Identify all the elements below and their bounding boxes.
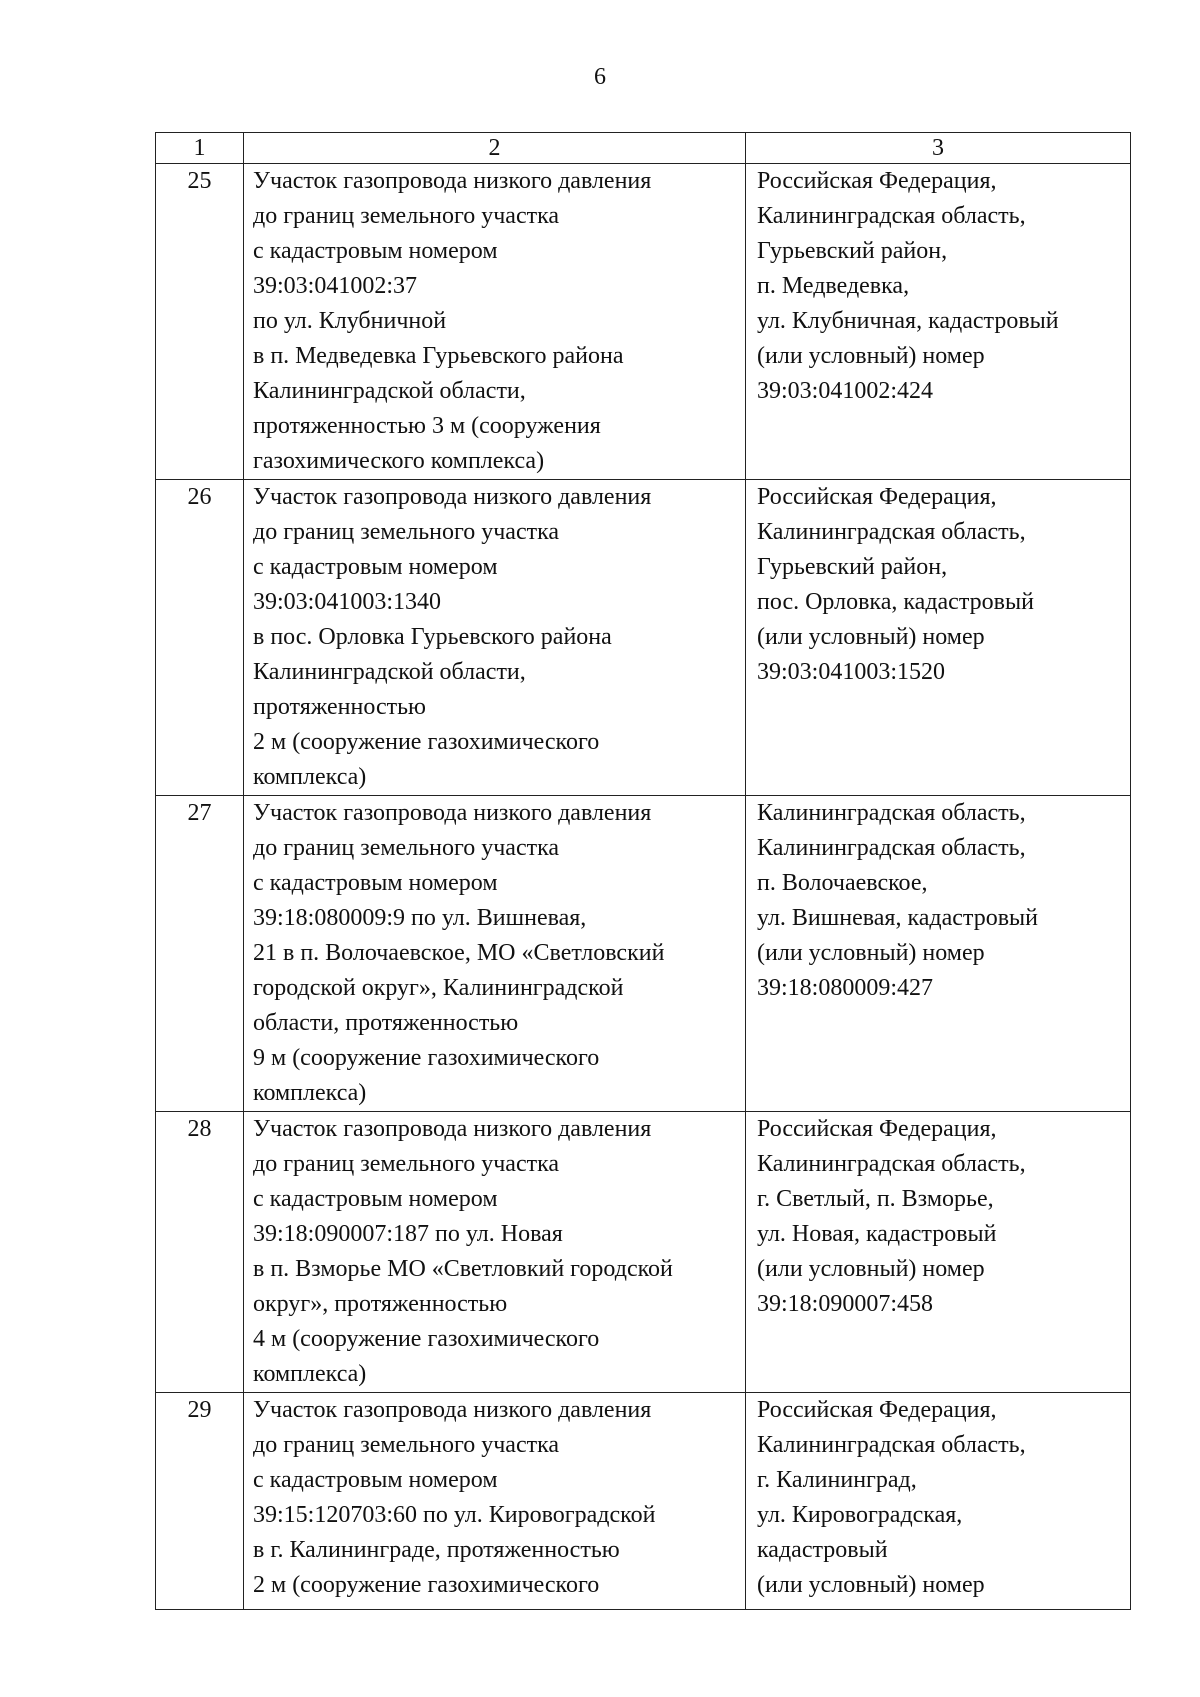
description-line: до границ земельного участка	[253, 203, 560, 229]
address-line: 39:18:090007:458	[757, 1291, 934, 1317]
address-line: 39:18:080009:427	[757, 975, 934, 1001]
description-line: 39:15:120703:60 по ул. Кировоградской	[253, 1502, 656, 1528]
address-line: Российская Федерация,	[757, 484, 997, 510]
table-header-row	[156, 133, 1131, 164]
object-description	[244, 480, 746, 796]
address-line: Калининградская область,	[757, 800, 1026, 826]
address-line: (или условный) номер	[757, 624, 985, 650]
description-line: Участок газопровода низкого давления	[253, 484, 652, 510]
address-line: Калининградская область,	[757, 519, 1026, 545]
object-description	[244, 1393, 746, 1610]
description-line: 39:18:090007:187 по ул. Новая	[253, 1221, 563, 1247]
description-line: 39:03:041002:37	[253, 273, 418, 299]
description-line: 21 в п. Волочаевское, МО «Светловский	[253, 940, 665, 966]
description-line: Калининградской области,	[253, 378, 526, 404]
description-line: 9 м (сооружение газохимического	[253, 1045, 600, 1071]
table-row	[156, 480, 1131, 796]
description-line: комплекса)	[253, 1080, 367, 1106]
description-line: 39:18:080009:9 по ул. Вишневая,	[253, 905, 587, 931]
description-line: протяженностью	[253, 694, 426, 720]
description-line: области, протяженностью	[253, 1010, 519, 1036]
description-line: комплекса)	[253, 1361, 367, 1387]
description-line: 2 м (сооружение газохимического	[253, 1572, 600, 1598]
description-line: до границ земельного участка	[253, 1432, 560, 1458]
address-line: 39:03:041002:424	[757, 378, 934, 404]
address-line: ул. Новая, кадастровый	[757, 1221, 997, 1247]
row-number: 25	[156, 164, 244, 480]
address-line: Калининградская область,	[757, 203, 1026, 229]
description-line: в пос. Орловка Гурьевского района	[253, 624, 612, 650]
address-line: ул. Вишневая, кадастровый	[757, 905, 1039, 931]
description-line: в п. Взморье МО «Светловкий городской	[253, 1256, 673, 1282]
description-line: Калининградской области,	[253, 659, 526, 685]
description-line: с кадастровым номером	[253, 238, 498, 264]
address-line: Калининградская область,	[757, 1151, 1026, 1177]
object-description	[244, 796, 746, 1112]
column-header-2: 2	[244, 133, 746, 164]
description-line: до границ земельного участка	[253, 835, 560, 861]
description-line: до границ земельного участка	[253, 519, 560, 545]
row-number: 28	[156, 1112, 244, 1393]
column-header-3: 3	[746, 133, 1131, 164]
address-line: Гурьевский район,	[757, 554, 948, 580]
address-line: Калининградская область,	[757, 835, 1026, 861]
description-line: Участок газопровода низкого давления	[253, 1116, 652, 1142]
address-line: Российская Федерация,	[757, 1116, 997, 1142]
address-line: (или условный) номер	[757, 1572, 985, 1598]
object-address	[746, 1393, 1131, 1610]
address-line: Калининградская область,	[757, 1432, 1026, 1458]
description-line: Участок газопровода низкого давления	[253, 1397, 652, 1423]
description-line: округ», протяженностью	[253, 1291, 508, 1317]
address-line: Российская Федерация,	[757, 1397, 997, 1423]
description-line: с кадастровым номером	[253, 1186, 498, 1212]
description-line: городской округ», Калининградской	[253, 975, 624, 1001]
address-line: ул. Кировоградская,	[757, 1502, 963, 1528]
description-line: по ул. Клубничной	[253, 308, 447, 334]
address-line: г. Светлый, п. Взморье,	[757, 1186, 994, 1212]
object-address	[746, 796, 1131, 1112]
object-description	[244, 1112, 746, 1393]
description-line: в п. Медведевка Гурьевского района	[253, 343, 624, 369]
column-header-1: 1	[156, 133, 244, 164]
description-line: с кадастровым номером	[253, 870, 498, 896]
table-row	[156, 1112, 1131, 1393]
description-line: до границ земельного участка	[253, 1151, 560, 1177]
address-line: Российская Федерация,	[757, 168, 997, 194]
description-line: 2 м (сооружение газохимического	[253, 729, 600, 755]
address-line: ул. Клубничная, кадастровый	[757, 308, 1059, 334]
description-line: газохимического комплекса)	[253, 448, 545, 474]
description-line: Участок газопровода низкого давления	[253, 168, 652, 194]
object-address	[746, 164, 1131, 480]
address-line: кадастровый	[757, 1537, 888, 1563]
address-line: пос. Орловка, кадастровый	[757, 589, 1034, 615]
description-line: 4 м (сооружение газохимического	[253, 1326, 600, 1352]
row-number: 26	[156, 480, 244, 796]
address-line: (или условный) номер	[757, 940, 985, 966]
object-address	[746, 1112, 1131, 1393]
address-line: п. Медведевка,	[757, 273, 910, 299]
address-line: (или условный) номер	[757, 343, 985, 369]
object-description	[244, 164, 746, 480]
registry-table	[155, 132, 1131, 1610]
address-line: г. Калининград,	[757, 1467, 917, 1493]
description-line: протяженностью 3 м (сооружения	[253, 413, 601, 439]
table-row	[156, 164, 1131, 480]
address-line: 39:03:041003:1520	[757, 659, 946, 685]
table-row	[156, 796, 1131, 1112]
page-number: 6	[594, 64, 606, 90]
description-line: Участок газопровода низкого давления	[253, 800, 652, 826]
description-line: с кадастровым номером	[253, 554, 498, 580]
row-number: 29	[156, 1393, 244, 1610]
row-number: 27	[156, 796, 244, 1112]
description-line: с кадастровым номером	[253, 1467, 498, 1493]
description-line: комплекса)	[253, 764, 367, 790]
description-line: в г. Калининграде, протяженностью	[253, 1537, 620, 1563]
object-address	[746, 480, 1131, 796]
description-line: 39:03:041003:1340	[253, 589, 442, 615]
address-line: п. Волочаевское,	[757, 870, 928, 896]
table-row	[156, 1393, 1131, 1610]
address-line: (или условный) номер	[757, 1256, 985, 1282]
address-line: Гурьевский район,	[757, 238, 948, 264]
